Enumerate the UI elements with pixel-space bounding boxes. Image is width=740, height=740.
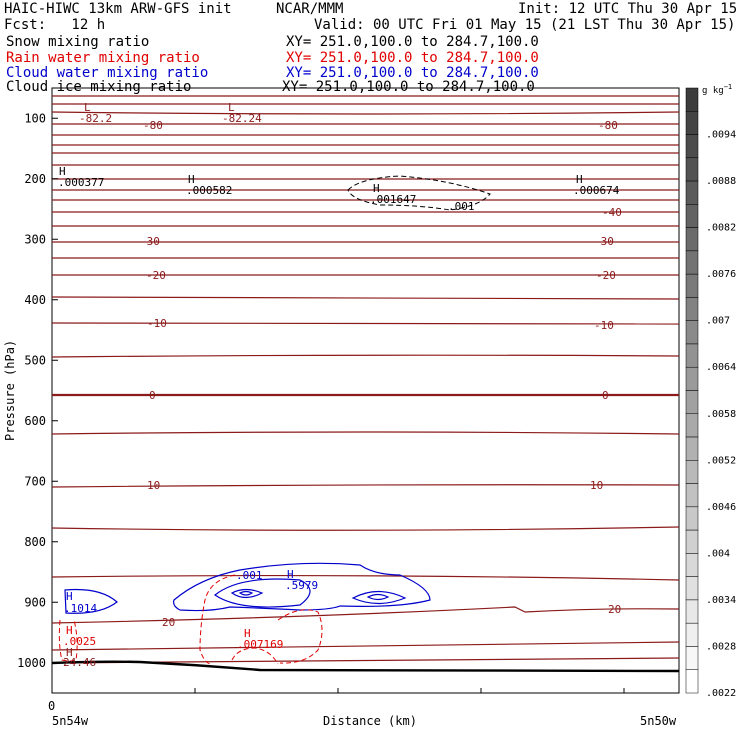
colorbar-swatch [686,204,698,227]
y-tick-label: 500 [24,353,46,368]
terrain-line [52,662,679,671]
colorbar-tick-label: .0022 [706,688,737,699]
field-xy-rain: XY= 251.0,100.0 to 284.7,100.0 [286,50,539,66]
high-marker: H [66,624,73,637]
x-axis-label: Distance (km) [323,714,417,728]
high-marker: H [576,173,583,186]
colorbar-unit: g $kg^{-1}$ [702,83,733,96]
x-end-label-left: 5n54w [52,714,89,728]
colorbar-swatch [686,460,698,483]
y-tick-label: 300 [24,232,46,247]
colorbar-tick-label: .0058 [706,408,737,420]
x-end-label-right: 5n50w [640,714,677,728]
colorbar-swatch [686,111,698,134]
temp-contour [52,576,679,580]
colorbar-swatch [686,88,698,111]
colorbar-swatch [686,414,698,437]
temp-label: -30 [594,235,614,248]
colorbar-swatch [686,228,698,251]
field-xy-snow: XY= 251.0,100.0 to 284.7,100.0 [286,34,539,50]
high-value: .007169 [237,638,284,651]
high-marker: H [373,182,380,195]
colorbar-tick-label: .0028 [706,641,737,653]
high-value: .000377 [58,176,105,189]
field-name-snow: Snow mixing ratio [6,34,150,50]
y-tick-label: 1000 [17,655,46,670]
colorbar-swatch [686,530,698,553]
colorbar-tick-label: .004 [706,548,731,560]
y-tick-label: 200 [24,171,46,186]
field-name-cloud-ice: Cloud ice mixing ratio [6,79,192,95]
colorbar [686,88,736,699]
x-axis-origin-label: 0 [48,699,56,713]
colorbar-swatch [686,367,698,390]
temp-label: -10 [147,317,167,330]
high-value: .000582 [186,184,233,197]
temp-label: 10 [147,479,161,492]
temp-label: -40 [602,206,622,219]
temp-label: 10 [590,479,604,492]
extrema-labels [58,101,620,669]
header-line1-mid: NCAR/MMM [276,1,344,17]
y-tick-label: 700 [24,474,46,489]
high-value: .001647 [370,193,417,206]
colorbar-swatch [686,274,698,297]
colorbar-tick-label: .0052 [706,455,737,467]
colorbar-swatch [686,507,698,530]
temp-label: -80 [143,119,163,132]
field-name-cloud-water: Cloud water mixing ratio [6,65,209,81]
x-axis-ticks [195,688,624,693]
colorbar-swatch [686,181,698,204]
colorbar-swatch [686,251,698,274]
colorbar-tick-label: .0046 [706,501,737,513]
high-marker: H [287,568,294,581]
temp-contour [52,297,679,299]
temp-label: 0 [602,389,609,402]
y-tick-label: 100 [24,111,46,126]
colorbar-swatch [686,297,698,320]
colorbar-swatch [686,344,698,367]
high-value: .0025 [63,635,97,648]
colorbar-swatch [686,135,698,158]
cloud-water-contour [368,595,388,600]
rain-water-contour [278,610,322,663]
colorbar-tick-label: .007 [706,315,731,327]
colorbar-tick-label: .0094 [706,129,737,141]
high-value: .1014 [64,602,98,615]
high-marker: H [66,590,73,603]
field-xy-cloud-water: XY= 251.0,100.0 to 284.7,100.0 [286,65,539,81]
field-xy-cloud-ice: XY= 251.0,100.0 to 284.7,100.0 [282,79,535,95]
field-name-rain: Rain water mixing ratio [6,50,200,66]
temp-contour [52,432,679,434]
temp-label: -20 [596,269,616,282]
colorbar-swatch [686,158,698,181]
header-line1-right: Init: 12 UTC Thu 30 Apr 15 [518,1,738,17]
header-line2-left: Fcst: 12 h [4,17,106,33]
high-value: .5979 [285,579,319,592]
colorbar-tick-label: .0064 [706,362,737,374]
temp-label: 0 [149,389,156,402]
contour-label: .001 [236,569,263,582]
colorbar-swatch [686,553,698,576]
low-value: -82.24 [222,112,262,125]
colorbar-swatch [686,391,698,414]
colorbar-tick-label: .0034 [706,594,737,606]
low-marker: L [84,101,91,114]
temp-label: -30 [140,235,160,248]
high-marker: H [244,627,251,640]
y-tick-label: 800 [24,534,46,549]
colorbar-tick-label: .0088 [706,176,737,188]
cloud-water-contour [232,590,262,598]
colorbar-swatch [686,623,698,646]
high-value: 24.46 [63,656,97,669]
colorbar-swatch [686,577,698,600]
header-line1-left: HAIC-HIWC 13km ARW-GFS init [4,1,232,17]
y-axis-label: Pressure (hPa) [3,339,17,441]
colorbar-swatch [686,484,698,507]
y-tick-label: 900 [24,595,46,610]
header-line2-right: Valid: 00 UTC Fri 01 May 15 (21 LST Thu 30 Apr 15) [314,17,736,33]
colorbar-swatch [686,646,698,669]
temp-contour [52,355,679,357]
temp-contour [52,527,679,530]
temp-contour [52,112,679,114]
colorbar-tick-label: .0076 [706,269,737,281]
cloud-water-contour [353,592,405,604]
low-marker: L [228,101,235,114]
temp-label: -80 [598,119,618,132]
temp-label: 20 [608,603,622,616]
temp-label: -20 [146,269,166,282]
y-tick-label: 600 [24,413,46,428]
colorbar-swatch [686,670,698,693]
colorbar-swatch [686,600,698,623]
low-value: -82.2 [79,112,113,125]
temp-label: -10 [594,319,614,332]
colorbar-tick-label: .0082 [706,222,737,234]
temp-contour [52,607,679,623]
temp-contour [52,642,679,650]
y-tick-label: 400 [24,292,46,307]
high-value: .000674 [573,184,620,197]
temp-label: 20 [162,616,176,629]
colorbar-swatch [686,321,698,344]
contour-label: .001 [448,200,475,213]
high-marker: H [188,173,195,186]
cloud-water-contour [240,592,252,596]
high-marker: H [66,646,73,659]
colorbar-swatch [686,437,698,460]
high-marker: H [59,165,66,178]
